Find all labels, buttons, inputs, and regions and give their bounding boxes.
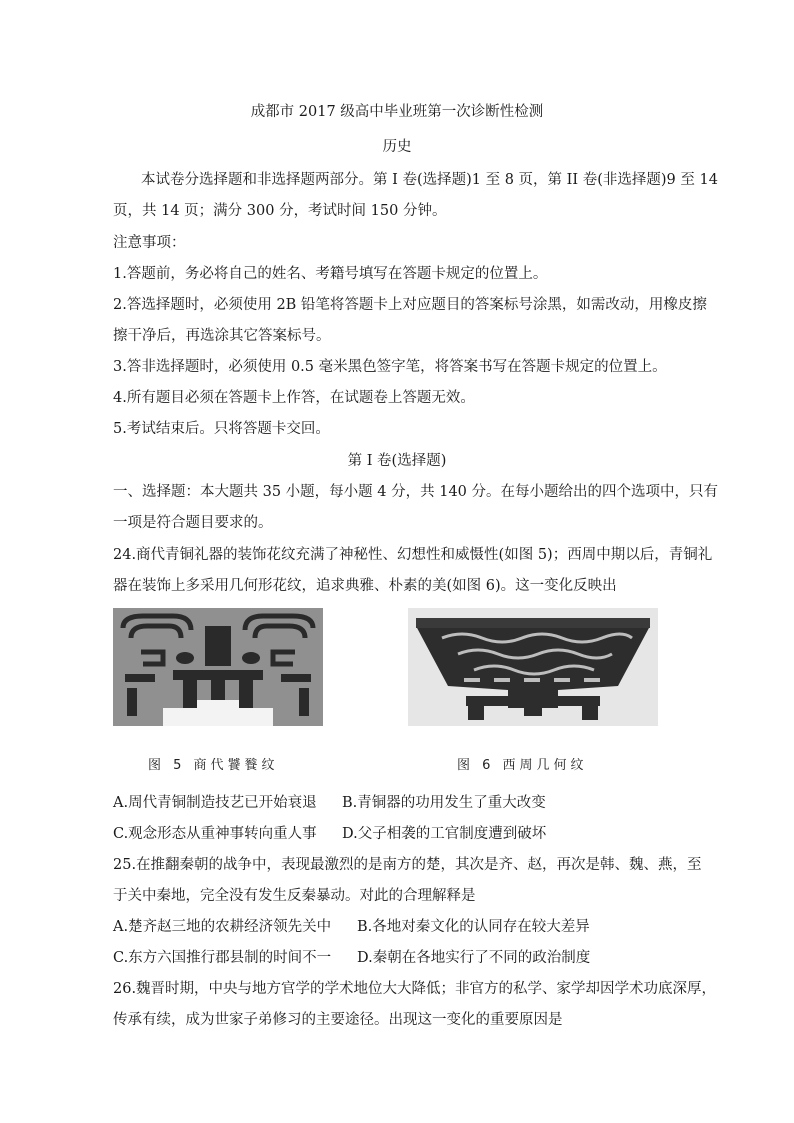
q24-stem-line: 24.商代青铜礼器的装饰花纹充满了神秘性、幻想性和威慑性(如图 5)；西周中期以后，青铜礼 <box>113 547 713 563</box>
section-instructions-line: 一项是符合题目要求的。 <box>113 515 273 531</box>
q25-option-c: C.东方六国推行郡县制的时间不一 <box>113 950 332 966</box>
q25-option-d: D.秦朝在各地实行了不同的政治制度 <box>357 950 591 966</box>
exam-title: 成都市 2017 级高中毕业班第一次诊断性检测 <box>250 104 544 120</box>
note-item: 4.所有题目必须在答题卡上作答，在试题卷上答题无效。 <box>113 390 475 406</box>
q24-stem-line: 器在装饰上多采用几何形花纹，追求典雅、朴素的美(如图 6)。这一变化反映出 <box>113 578 617 594</box>
figure-5-caption: 图 5 商代饕餮纹 <box>148 758 279 773</box>
figure-5-taotie-pattern <box>113 608 323 726</box>
note-item: 1.答题前，务必将自己的姓名、考籍号填写在答题卡规定的位置上。 <box>113 266 548 282</box>
q24-option-b: B.青铜器的功用发生了重大改变 <box>342 795 546 811</box>
q25-option-a: A.楚齐赵三地的农耕经济领先关中 <box>113 919 332 935</box>
q25-option-b: B.各地对秦文化的认同存在较大差异 <box>357 919 590 935</box>
q24-option-d: D.父子相袭的工官制度遭到破坏 <box>342 826 547 842</box>
figure-6-geometric-pattern <box>408 608 658 726</box>
q24-option-a: A.周代青铜制造技艺已开始衰退 <box>113 795 317 811</box>
subject-title: 历史 <box>382 139 412 155</box>
note-item: 擦干净后，再选涂其它答案标号。 <box>113 328 331 344</box>
intro-line-2: 页，共 14 页；满分 300 分，考试时间 150 分钟。 <box>113 203 447 219</box>
intro-line-1: 本试卷分选择题和非选择题两部分。第 I 卷(选择题)1 至 8 页，第 II 卷(非选择题)9 至 14 <box>141 172 718 188</box>
notes-heading: 注意事项： <box>113 235 186 251</box>
note-item: 5.考试结束后。只将答题卡交回。 <box>113 421 330 437</box>
figure-6-caption: 图 6 西周几何纹 <box>457 758 588 773</box>
q26-stem-line: 传承有续，成为世家子弟修习的主要途径。出现这一变化的重要原因是 <box>113 1012 563 1028</box>
note-item: 3.答非选择题时，必须使用 0.5 毫米黑色签字笔，将答案书写在答题卡规定的位置上。 <box>113 359 667 375</box>
q25-stem-line: 25.在推翻秦朝的战争中，表现最激烈的是南方的楚，其次是齐、赵，再次是韩、魏、燕，至 <box>113 857 702 873</box>
section-title: 第 I 卷(选择题) <box>347 453 447 469</box>
q26-stem-line: 26.魏晋时期，中央与地方官学的学术地位大大降低；非官方的私学、家学却因学术功底深厚， <box>113 981 717 997</box>
q25-stem-line: 于关中秦地，完全没有发生反秦暴动。对此的合理解释是 <box>113 888 476 904</box>
q24-option-c: C.观念形态从重神事转向重人事 <box>113 826 317 842</box>
section-instructions-line: 一、选择题：本大题共 35 小题，每小题 4 分，共 140 分。在每小题给出的四个选项中，只有 <box>113 484 719 500</box>
note-item: 2.答选择题时，必须使用 2B 铅笔将答题卡上对应题目的答案标号涂黑，如需改动，用橡皮擦 <box>113 297 707 313</box>
